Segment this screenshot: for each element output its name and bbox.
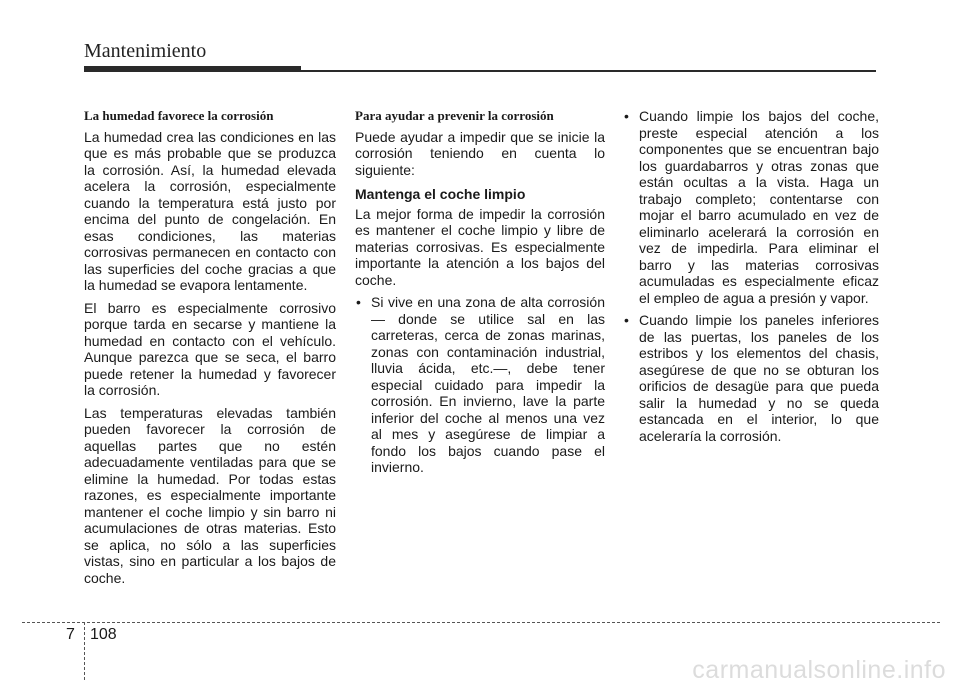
bullet-item xyxy=(623,108,879,306)
watermark: carmanualsonline.info xyxy=(692,656,946,684)
body-paragraph: Puede ayudar a impedir que se inicie la corrosión teniendo en cuenta lo siguiente: xyxy=(355,128,605,178)
bullet-text: Cuando limpie los bajos del coche, preste especial atención a los componentes que se encuentran bajo los guardabarros y otras zonas que están ocultas a la vista. Haga un trabajo completo; contentarse con mojar el barro acumulado en vez de eliminarlo acelerará la corrosión en vez de impedirla. Para eliminar el barro y las materias corrosivas acumuladas es especialmente eficaz el empleo de agua a presión y vapor. xyxy=(639,108,879,306)
column-middle xyxy=(355,108,605,482)
header-rule-thick xyxy=(84,66,301,72)
page-number: 108 xyxy=(90,626,117,643)
bullet-icon: • xyxy=(356,294,361,310)
header-rule-thin xyxy=(301,70,876,72)
column-right xyxy=(623,108,879,450)
page-header-title: Mantenimiento xyxy=(84,40,207,62)
bullet-text: Si vive en una zona de alta corrosión — donde se utilice sal en las carreteras, cerca de zonas marinas, zonas con contaminación industrial, lluvia ácida, etc.—, debe tener especial cuidado para impedir la corrosión. En invierno, lave la parte inferior del coche al menos una vez al mes y asegúrese de limpiar a fondo los bajos cuando pase el invierno. xyxy=(371,294,605,475)
section-subheading: La humedad favorece la corrosión xyxy=(84,108,274,123)
section-number: 7 xyxy=(66,626,75,643)
bullet-text: Cuando limpie los paneles inferiores de las puertas, los paneles de los estribos y los elementos del chasis, asegúrese de que no se obturan los orificios de desagüe para que pueda salir la humedad y no se queda estancada en el interior, lo que aceleraría la corrosión. xyxy=(639,312,879,444)
section-subheading: Para ayudar a prevenir la corrosión xyxy=(355,108,554,123)
bold-heading: Mantenga el coche limpio xyxy=(355,186,526,202)
bullet-icon: • xyxy=(624,312,629,328)
body-paragraph: La mejor forma de impedir la corrosión es mantener el coche limpio y libre de materias corrosivas. Es especialmente importante la atención a los bajos del coche. xyxy=(355,205,605,288)
bullet-item xyxy=(623,312,879,444)
footer-rule xyxy=(22,622,940,623)
footer-divider xyxy=(84,622,85,680)
body-paragraph: La humedad crea las condiciones en las que es más probable que se produzca la corrosión. Así, la humedad elevada acelera la corrosión, especialmente cuando la temperatura está justo por encima del punto de congelación. En esas condiciones, las materias corrosivas permanecen en contacto con las superficies del coche gracias a que la humedad se evapora lentamente. xyxy=(84,128,336,293)
body-paragraph: Las temperaturas elevadas también pueden favorecer la corrosión de aquellas partes que no estén adecuadamente ventiladas para que se elimine la humedad. Por todas estas razones, es especialmente importante mantener el coche limpio y sin barro ni acumulaciones de otras materias. Esto se aplica, no sólo a las superficies vistas, sino en particular a los bajos de coche. xyxy=(84,404,336,586)
bullet-icon: • xyxy=(624,108,629,124)
column-left xyxy=(84,108,336,592)
bullet-item xyxy=(355,294,605,476)
body-paragraph: El barro es especialmente corrosivo porque tarda en secarse y mantiene la humedad en contacto con el vehículo. Aunque parezca que se seca, el barro puede retener la humedad y favorecer la corrosión. xyxy=(84,299,336,398)
